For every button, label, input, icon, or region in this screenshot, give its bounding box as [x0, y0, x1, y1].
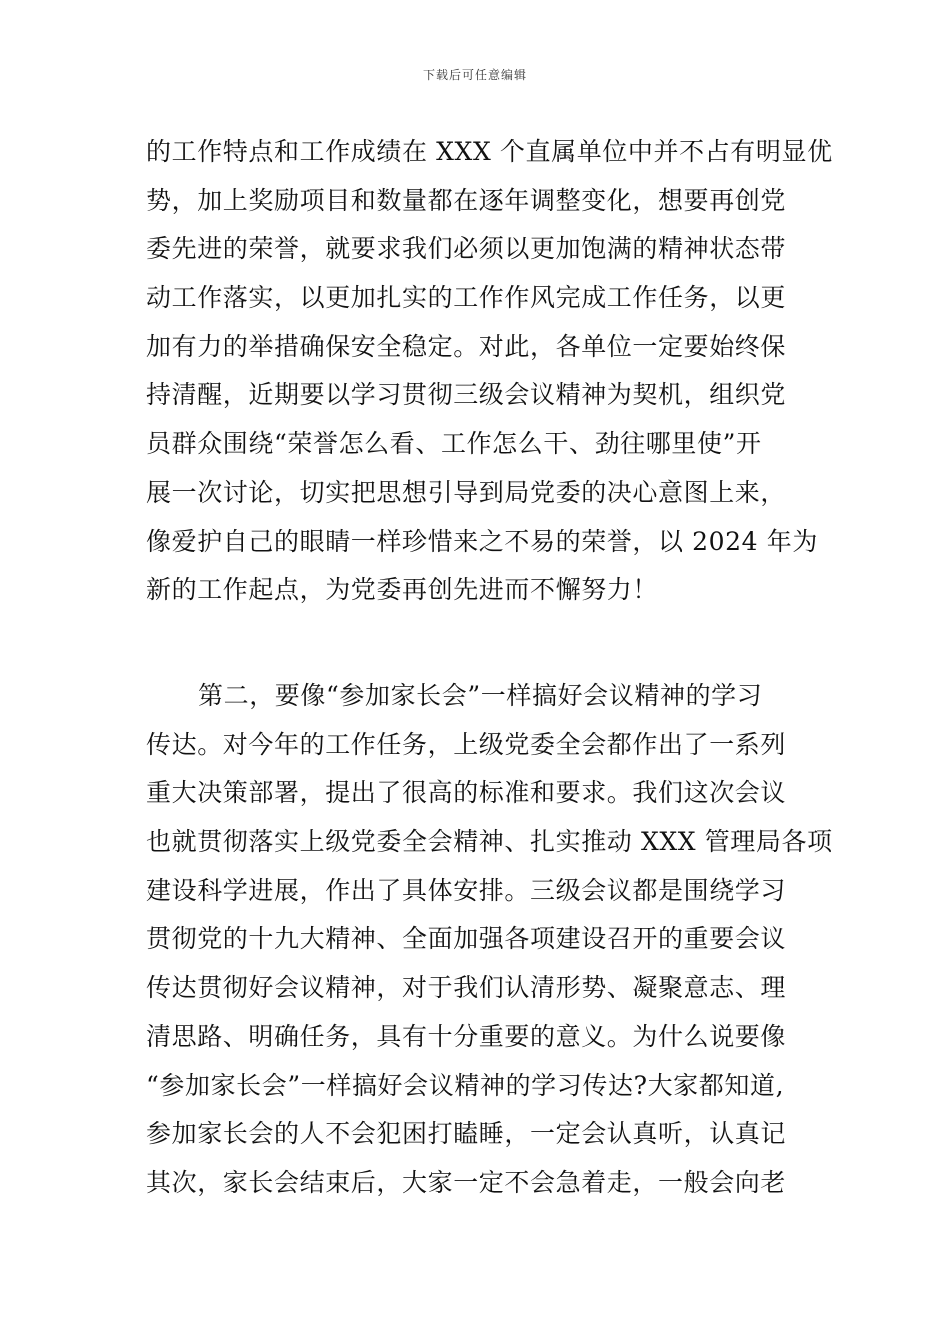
paragraph-line: 重大决策部署，提出了很高的标准和要求。我们这次会议 — [146, 778, 787, 808]
paragraph-line: 清思路、明确任务，具有十分重要的意义。为什么说要像 — [146, 1021, 787, 1051]
paragraph-2 — [146, 672, 833, 1208]
paragraph-line: 建设科学进展，作出了具体安排。三级会议都是围绕学习 — [146, 875, 787, 905]
paragraph-line: “参加家长会”一样搞好会议精神的学习传达?大家都知道, — [146, 1070, 785, 1100]
paragraph-1 — [146, 128, 833, 615]
paragraph-line: 传达。对今年的工作任务，上级党委全会都作出了一系列 — [146, 729, 787, 759]
paragraph-line: 委先进的荣誉，就要求我们必须以更加饱满的精神状态带 — [146, 234, 787, 264]
paragraph-line: 像爱护自己的眼睛一样珍惜来之不易的荣誉，以 2024 年为 — [146, 526, 818, 556]
paragraph-line: 势，加上奖励项目和数量都在逐年调整变化，想要再创党 — [146, 185, 787, 215]
paragraph-line: 也就贯彻落实上级党委全会精神、扎实推动 XXX 管理局各项 — [146, 827, 833, 857]
paragraph-line: 展一次讨论，切实把思想引导到局党委的决心意图上来， — [146, 477, 787, 507]
paragraph-line: 其次，家长会结束后，大家一定不会急着走，一般会向老 — [146, 1167, 787, 1197]
paragraph-line: 员群众围绕“荣誉怎么看、工作怎么干、劲往哪里使”开 — [146, 429, 762, 459]
paragraph-line: 的工作特点和工作成绩在 XXX 个直属单位中并不占有明显优 — [146, 137, 833, 166]
paragraph-line: 第二，要像“参加家长会”一样搞好会议精神的学习 — [198, 681, 763, 710]
paragraph-line: 加有力的举措确保安全稳定。对此，各单位一定要始终保 — [146, 331, 787, 361]
paragraph-line: 参加家长会的人不会犯困打瞌睡，一定会认真听，认真记 — [146, 1119, 787, 1149]
header-note: 下载后可任意编辑 — [422, 68, 527, 82]
paragraph-line: 传达贯彻好会议精神，对于我们认清形势、凝聚意志、理 — [146, 973, 787, 1003]
paragraph-line: 动工作落实，以更加扎实的工作作风完成工作任务，以更 — [146, 283, 787, 313]
paragraph-line: 新的工作起点，为党委再创先进而不懈努力！ — [146, 575, 659, 605]
paragraph-line: 持清醒，近期要以学习贯彻三级会议精神为契机，组织党 — [146, 380, 787, 410]
paragraph-line: 贯彻党的十九大精神、全面加强各项建设召开的重要会议 — [146, 924, 787, 954]
